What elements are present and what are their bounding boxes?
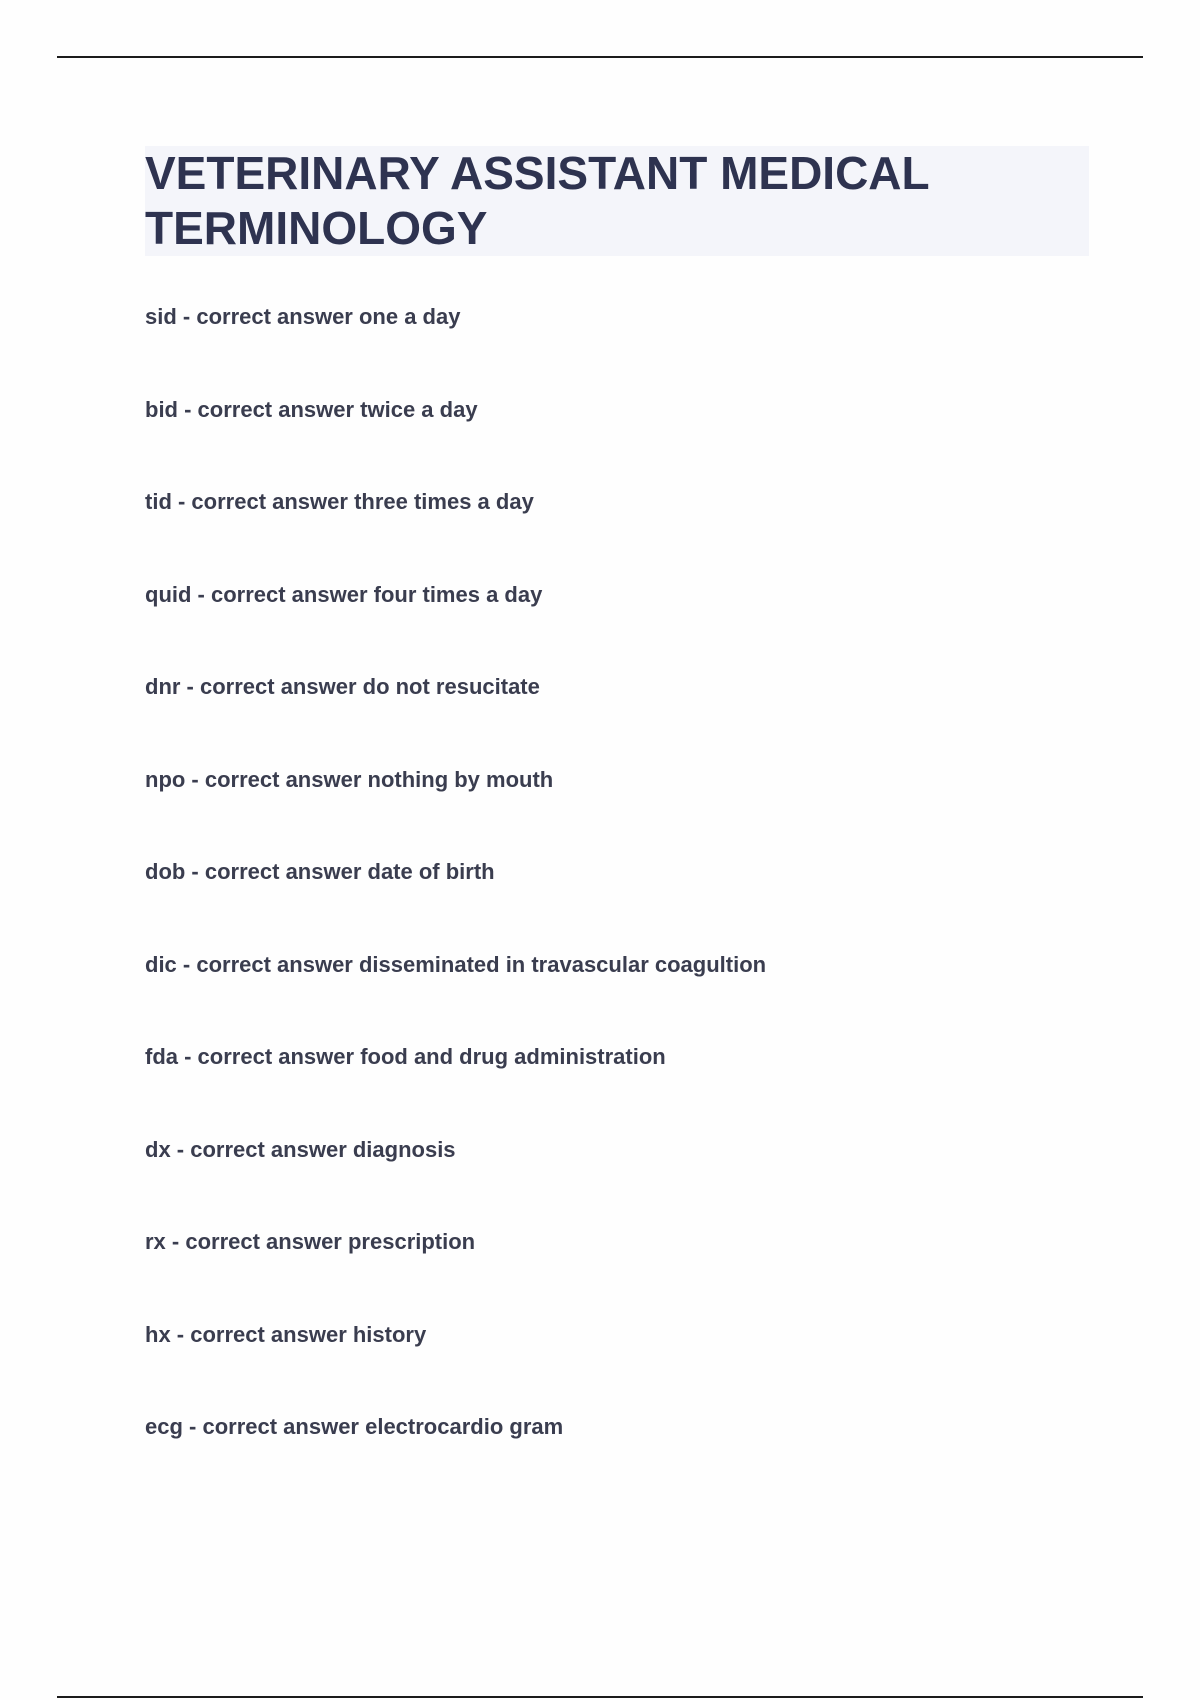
title-block (145, 146, 1089, 256)
term-entry-rx: rx - correct answer prescription (145, 1229, 476, 1254)
bottom-rule (57, 1696, 1143, 1698)
term-entry-hx: hx - correct answer history (145, 1321, 427, 1347)
term-entry-dic: dic - correct answer disseminated in travascular coagultion (145, 951, 767, 977)
term-entry-tid: tid - correct answer three times a day (145, 489, 534, 514)
term-entry-ecg: ecg - correct answer electrocardio gram (145, 1414, 564, 1439)
term-entry-dob: dob - correct answer date of birth (145, 859, 495, 884)
term-entry-quid: quid - correct answer four times a day (145, 581, 543, 607)
term-entry-sid: sid - correct answer one a day (145, 304, 461, 329)
term-entry-dx: dx - correct answer diagnosis (145, 1136, 456, 1162)
top-rule (57, 56, 1143, 58)
term-entry-npo: npo - correct answer nothing by mouth (145, 766, 554, 792)
term-entry-bid: bid - correct answer twice a day (145, 396, 478, 422)
term-list (145, 302, 1145, 1505)
term-entry-dnr: dnr - correct answer do not resucitate (145, 674, 540, 699)
page-title: VETERINARY ASSISTANT MEDICAL TERMINOLOGY (145, 147, 929, 254)
term-entry-fda: fda - correct answer food and drug administration (145, 1044, 666, 1069)
